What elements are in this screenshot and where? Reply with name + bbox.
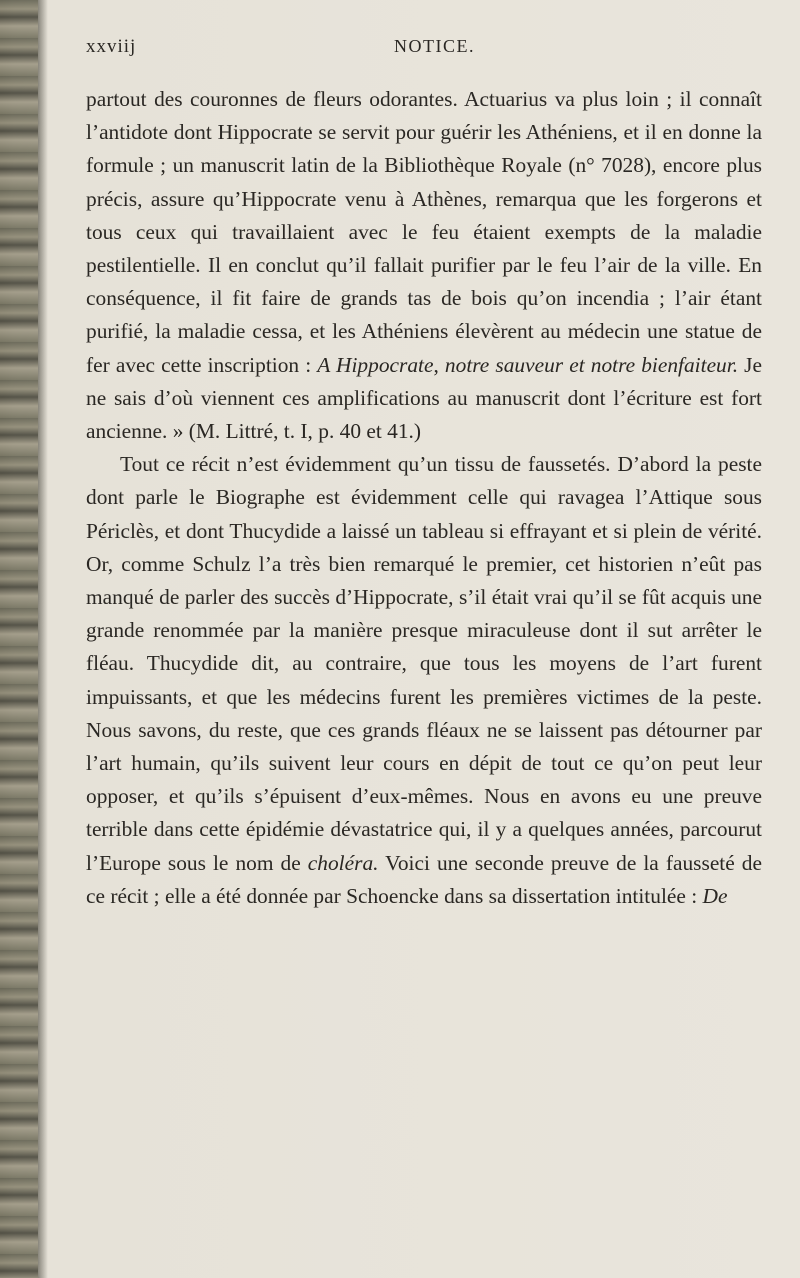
italic-text-run: De (702, 883, 728, 908)
italic-text-run: A Hippocrate (317, 352, 434, 377)
paragraph (86, 448, 762, 913)
text-run: , (433, 352, 445, 377)
running-title: NOTICE. (394, 36, 475, 56)
page-number: xxviij (86, 36, 137, 57)
italic-text-run: choléra. (307, 850, 379, 875)
page-header (86, 36, 756, 66)
text-run: Je ne sais d’où viennent ces amplifications au manuscrit dont l’écriture est fort ancienne. » (M. Littré, t. I, p. 40 et 41.) (86, 352, 762, 444)
paragraph (86, 83, 762, 448)
binding-shadow (38, 0, 48, 1278)
book-binding-edge (0, 0, 38, 1278)
italic-text-run: notre sauveur et notre bienfaiteur. (444, 352, 739, 377)
text-run: Tout ce récit n’est évidemment qu’un tissu de faussetés. D’abord la peste dont parle le Biographe est évidemment celle qui ravagea l’Attique sous Périclès, et dont Thucydide a laissé un tableau si effrayant et si plein de vérité. Or, comme Schulz l’a très bien remarqué le premier, cet historien n’eût pas manqué de parler des succès d’Hippocrate, s’il était vrai qu’il se fût acquis une grande renommée par la manière presque miraculeuse dont il sut arrêter le fléau. Thucydide dit, au contraire, que tous les moyens de l’art furent impuissants, et que les médecins furent les premières victimes de la peste. Nous savons, du reste, que ces grands fléaux ne se laissent pas détourner par l’art humain, qu’ils suivent leur cours en dépit de tout ce qu’on peut leur opposer, et qu’ils s’épuisent d’eux-mêmes. Nous en avons eu une preuve terrible dans cette épidémie dévastatrice qui, il y a quelques années, parcourut l’Europe sous le nom de (86, 452, 762, 875)
text-run: Voici une seconde preuve de la fausseté de ce récit ; elle a été donnée par Schoencke dans sa dissertation intitulée : (86, 850, 762, 908)
body-text (86, 83, 762, 913)
text-run: partout des couronnes de fleurs odorantes. Actuarius va plus loin ; il connaît l’antidote dont Hippocrate se servit pour guérir les Athéniens, et il en donne la formule ; un manuscrit latin de la Bibliothèque Royale (n° 7028), encore plus précis, assure qu’Hippocrate venu à Athènes, remarqua que les forgerons et tous ceux qui travaillaient avec le feu étaient exempts de la maladie pestilentielle. Il en conclut qu’il fallait purifier par le feu l’air de la ville. En conséquence, il fit faire de grands tas de bois qu’on incendia ; l’air étant purifié, la maladie cessa, et les Athéniens élevèrent au médecin une statue de fer avec cette inscription : (86, 87, 762, 377)
